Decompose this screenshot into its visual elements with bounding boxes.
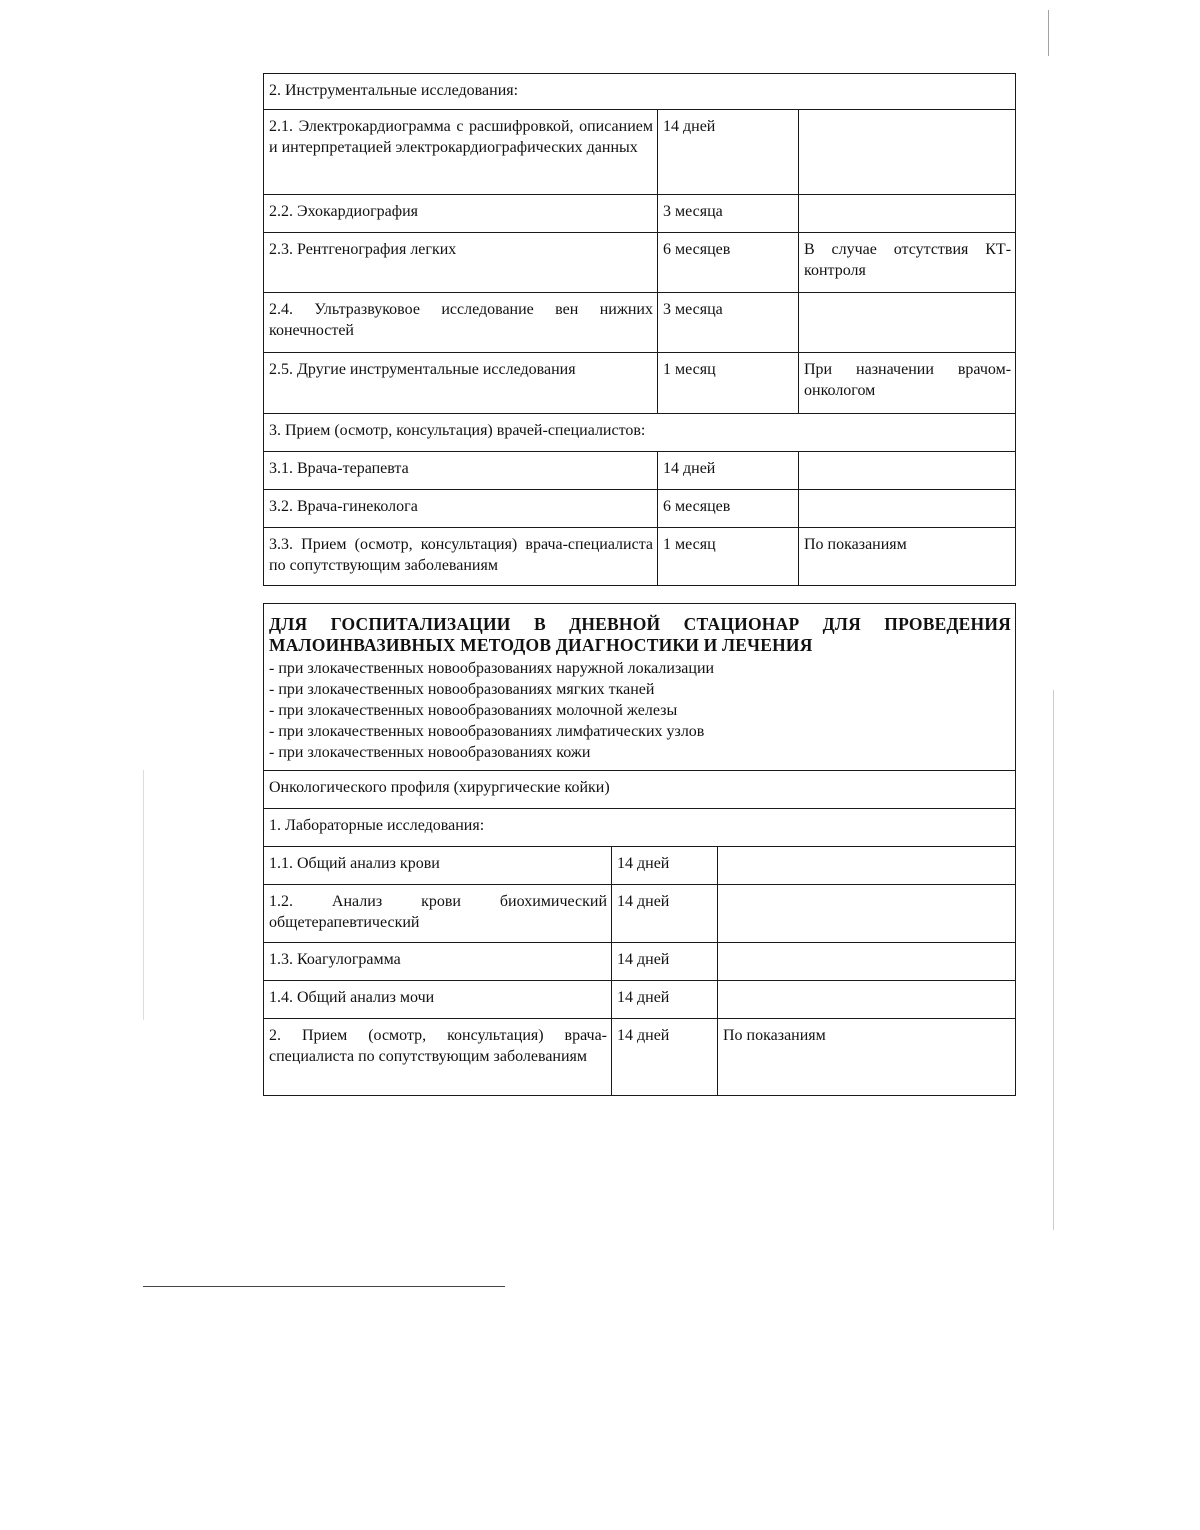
validity-period: 14 дней: [612, 1019, 718, 1096]
footnote-separator-line: [143, 1286, 505, 1287]
section-row: [264, 809, 1016, 847]
table-row: [264, 293, 1016, 353]
table-row: [264, 490, 1016, 528]
validity-period: 14 дней: [612, 847, 718, 885]
validity-period: 14 дней: [658, 452, 799, 490]
table-row: [264, 233, 1016, 293]
note: [799, 195, 1016, 233]
table-row: [264, 885, 1016, 943]
section-title: 1. Лабораторные исследования:: [264, 809, 1016, 847]
validity-period: 6 месяцев: [658, 233, 799, 293]
table-row: [264, 110, 1016, 195]
table-row: [264, 847, 1016, 885]
note: [718, 943, 1016, 981]
note: По показаниям: [799, 528, 1016, 586]
study-name: 1.3. Коагулограмма: [264, 943, 612, 981]
scan-edge-mark: [143, 770, 144, 1020]
validity-period: 3 месяца: [658, 195, 799, 233]
table-row: [264, 452, 1016, 490]
scan-edge-mark: [1048, 10, 1049, 56]
requirements-table-top: [263, 73, 1016, 586]
note: [799, 490, 1016, 528]
note: [718, 981, 1016, 1019]
note: [799, 110, 1016, 195]
section-row: [264, 74, 1016, 110]
list-item: - при злокачественных новообразованиях кожи: [269, 744, 591, 761]
note: [799, 452, 1016, 490]
study-name: 2. Прием (осмотр, консультация) врача-специалиста по сопутствующим заболеваниям: [264, 1019, 612, 1096]
profile-row: [264, 771, 1016, 809]
validity-period: 14 дней: [612, 943, 718, 981]
validity-period: 1 месяц: [658, 528, 799, 586]
heading-row: [264, 604, 1016, 771]
list-item: - при злокачественных новообразованиях молочной железы: [269, 702, 678, 719]
section-title: 3. Прием (осмотр, консультация) врачей-специалистов:: [264, 414, 1016, 452]
study-name: 2.2. Эхокардиография: [264, 195, 658, 233]
study-name: 1.4. Общий анализ мочи: [264, 981, 612, 1019]
requirements-table-day-hospital: [263, 603, 1016, 1096]
study-name: 3.2. Врача-гинеколога: [264, 490, 658, 528]
study-name: 2.3. Рентгенография легких: [264, 233, 658, 293]
study-name: 1.2. Анализ крови биохимический общетерапевтический: [264, 885, 612, 943]
study-name: 3.1. Врача-терапевта: [264, 452, 658, 490]
table-row: [264, 528, 1016, 586]
table-row: [264, 195, 1016, 233]
study-name: 2.5. Другие инструментальные исследования: [264, 353, 658, 414]
table-row: [264, 353, 1016, 414]
section-title: 2. Инструментальные исследования:: [264, 74, 1016, 110]
note: При назначении врачом-онкологом: [799, 353, 1016, 414]
note: [799, 293, 1016, 353]
table-row: [264, 981, 1016, 1019]
profile-title: Онкологического профиля (хирургические койки): [264, 771, 1016, 809]
table-row: [264, 1019, 1016, 1096]
validity-period: 14 дней: [612, 885, 718, 943]
note: По показаниям: [718, 1019, 1016, 1096]
validity-period: 6 месяцев: [658, 490, 799, 528]
validity-period: 14 дней: [612, 981, 718, 1019]
note: [718, 885, 1016, 943]
section-heading: ДЛЯ ГОСПИТАЛИЗАЦИИ В ДНЕВНОЙ СТАЦИОНАР ДЛЯ ПРОВЕДЕНИЯ МАЛОИНВАЗИВНЫХ МЕТОДОВ ДИАГНОСТИКИ И ЛЕЧЕНИЯ: [269, 614, 1012, 655]
conditions-list: [269, 658, 1011, 763]
heading-cell: [264, 604, 1016, 771]
study-name: 2.4. Ультразвуковое исследование вен нижних конечностей: [264, 293, 658, 353]
note: [718, 847, 1016, 885]
list-item: - при злокачественных новообразованиях мягких тканей: [269, 681, 655, 698]
study-name: 1.1. Общий анализ крови: [264, 847, 612, 885]
validity-period: 1 месяц: [658, 353, 799, 414]
note: В случае отсутствия КТ-контроля: [799, 233, 1016, 293]
section-row: [264, 414, 1016, 452]
list-item: - при злокачественных новообразованиях наружной локализации: [269, 660, 715, 677]
validity-period: 14 дней: [658, 110, 799, 195]
table-row: [264, 943, 1016, 981]
study-name: 3.3. Прием (осмотр, консультация) врача-специалиста по сопутствующим заболеваниям: [264, 528, 658, 586]
validity-period: 3 месяца: [658, 293, 799, 353]
study-name: 2.1. Электрокардиограмма с расшифровкой, описанием и интерпретацией электрокардиографических данных: [264, 110, 658, 195]
list-item: - при злокачественных новообразованиях лимфатических узлов: [269, 723, 705, 740]
scan-edge-mark: [1053, 690, 1054, 1230]
